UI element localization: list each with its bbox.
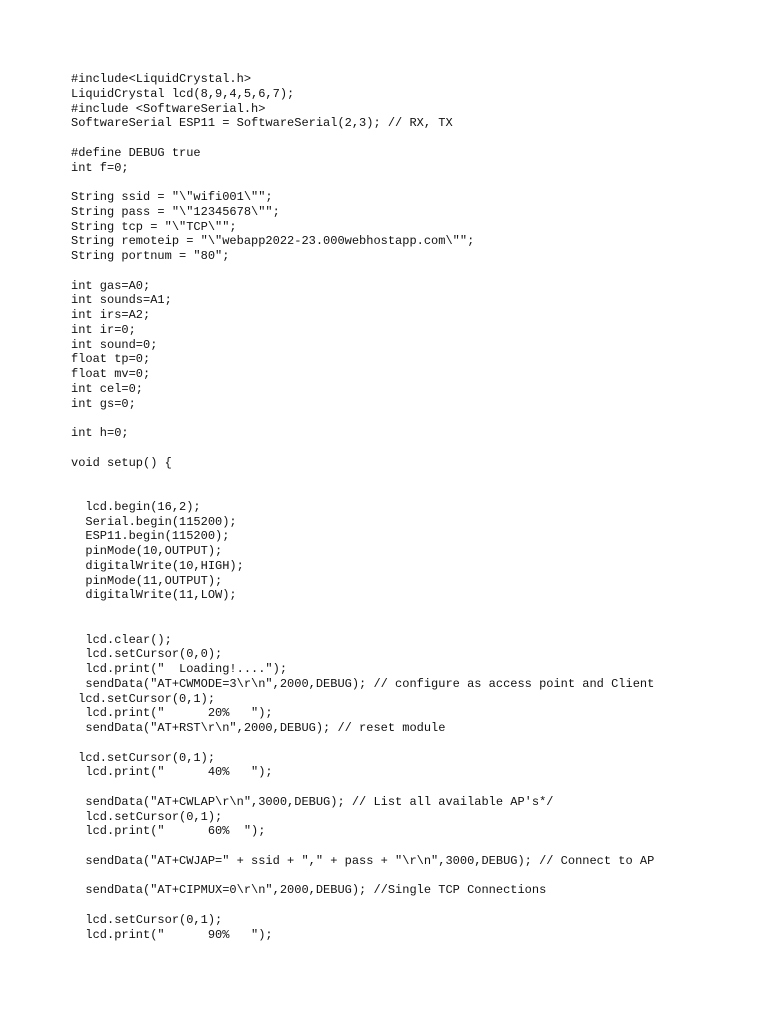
code-line: lcd.print(" 20% "); (71, 706, 273, 721)
code-line (71, 175, 751, 190)
code-line: float tp=0; (71, 352, 151, 367)
code-listing (71, 72, 751, 942)
code-line (71, 898, 751, 913)
code-line: lcd.setCursor(0,1); (71, 750, 216, 765)
code-line (71, 411, 751, 426)
code-line (71, 780, 751, 795)
code-line: String ssid = "\"wifi001\""; (71, 190, 273, 204)
code-line: lcd.setCursor(0,1); (71, 691, 216, 706)
code-line: ESP11.begin(115200); (71, 529, 230, 544)
code-line: #define DEBUG true (71, 145, 201, 160)
code-line: lcd.clear(); (71, 632, 172, 647)
code-line (71, 603, 751, 618)
code-line (71, 441, 751, 456)
code-line: float mv=0; (71, 367, 151, 381)
code-line (71, 131, 751, 146)
code-line: lcd.print(" 40% "); (71, 765, 273, 780)
code-line: digitalWrite(11,LOW); (71, 588, 237, 603)
code-line: pinMode(10,OUTPUT); (71, 544, 223, 558)
code-line: sendData("AT+CIPMUX=0\r\n",2000,DEBUG); //Single TCP Connections (71, 883, 547, 898)
code-line (71, 470, 751, 485)
code-line: int sounds=A1; (71, 293, 172, 308)
code-line: lcd.setCursor(0,0); (71, 647, 223, 662)
code-line: int ir=0; (71, 322, 136, 337)
code-line (71, 485, 751, 500)
code-line: lcd.setCursor(0,1); (71, 809, 223, 824)
code-line: #include<LiquidCrystal.h> (71, 72, 252, 86)
code-line: int gas=A0; (71, 278, 151, 293)
code-line: String pass = "\"12345678\""; (71, 204, 280, 219)
code-line: SoftwareSerial ESP11 = SoftwareSerial(2,3); // RX, TX (71, 116, 453, 131)
code-line: lcd.begin(16,2); (71, 499, 201, 514)
code-line (71, 839, 751, 854)
code-line: Serial.begin(115200); (71, 514, 237, 529)
code-line: pinMode(11,OUTPUT); (71, 573, 223, 588)
code-line: #include <SoftwareSerial.h> (71, 101, 266, 116)
code-line: int f=0; (71, 160, 129, 175)
code-line: int h=0; (71, 426, 129, 440)
code-line: lcd.print(" 60% "); (71, 824, 266, 839)
code-line: sendData("AT+CWJAP=" + ssid + "," + pass + "\r\n",3000,DEBUG); // Connect to AP (71, 853, 655, 868)
code-line: digitalWrite(10,HIGH); (71, 558, 244, 573)
code-line (71, 736, 751, 751)
code-line: lcd.print(" Loading!...."); (71, 662, 288, 676)
code-line: String portnum = "80"; (71, 249, 230, 263)
code-line: String remoteip = "\"webapp2022-23.000webhostapp.com\""; (71, 234, 475, 249)
code-line (71, 869, 751, 884)
code-line (71, 618, 751, 633)
code-line: int cel=0; (71, 381, 144, 396)
code-line: sendData("AT+RST\r\n",2000,DEBUG); // reset module (71, 721, 446, 735)
code-line: sendData("AT+CWMODE=3\r\n",2000,DEBUG); // configure as access point and Client (71, 676, 655, 691)
code-line (71, 264, 751, 279)
code-line: sendData("AT+CWLAP\r\n",3000,DEBUG); // List all available AP's*/ (71, 794, 554, 809)
code-line: lcd.print(" 90% "); (71, 927, 273, 942)
code-line: LiquidCrystal lcd(8,9,4,5,6,7); (71, 86, 295, 101)
code-line: int gs=0; (71, 396, 136, 411)
code-line: void setup() { (71, 455, 172, 470)
code-line: String tcp = "\"TCP\""; (71, 219, 237, 234)
code-line: int sound=0; (71, 337, 158, 352)
code-line: int irs=A2; (71, 308, 151, 322)
code-line: lcd.setCursor(0,1); (71, 912, 223, 927)
